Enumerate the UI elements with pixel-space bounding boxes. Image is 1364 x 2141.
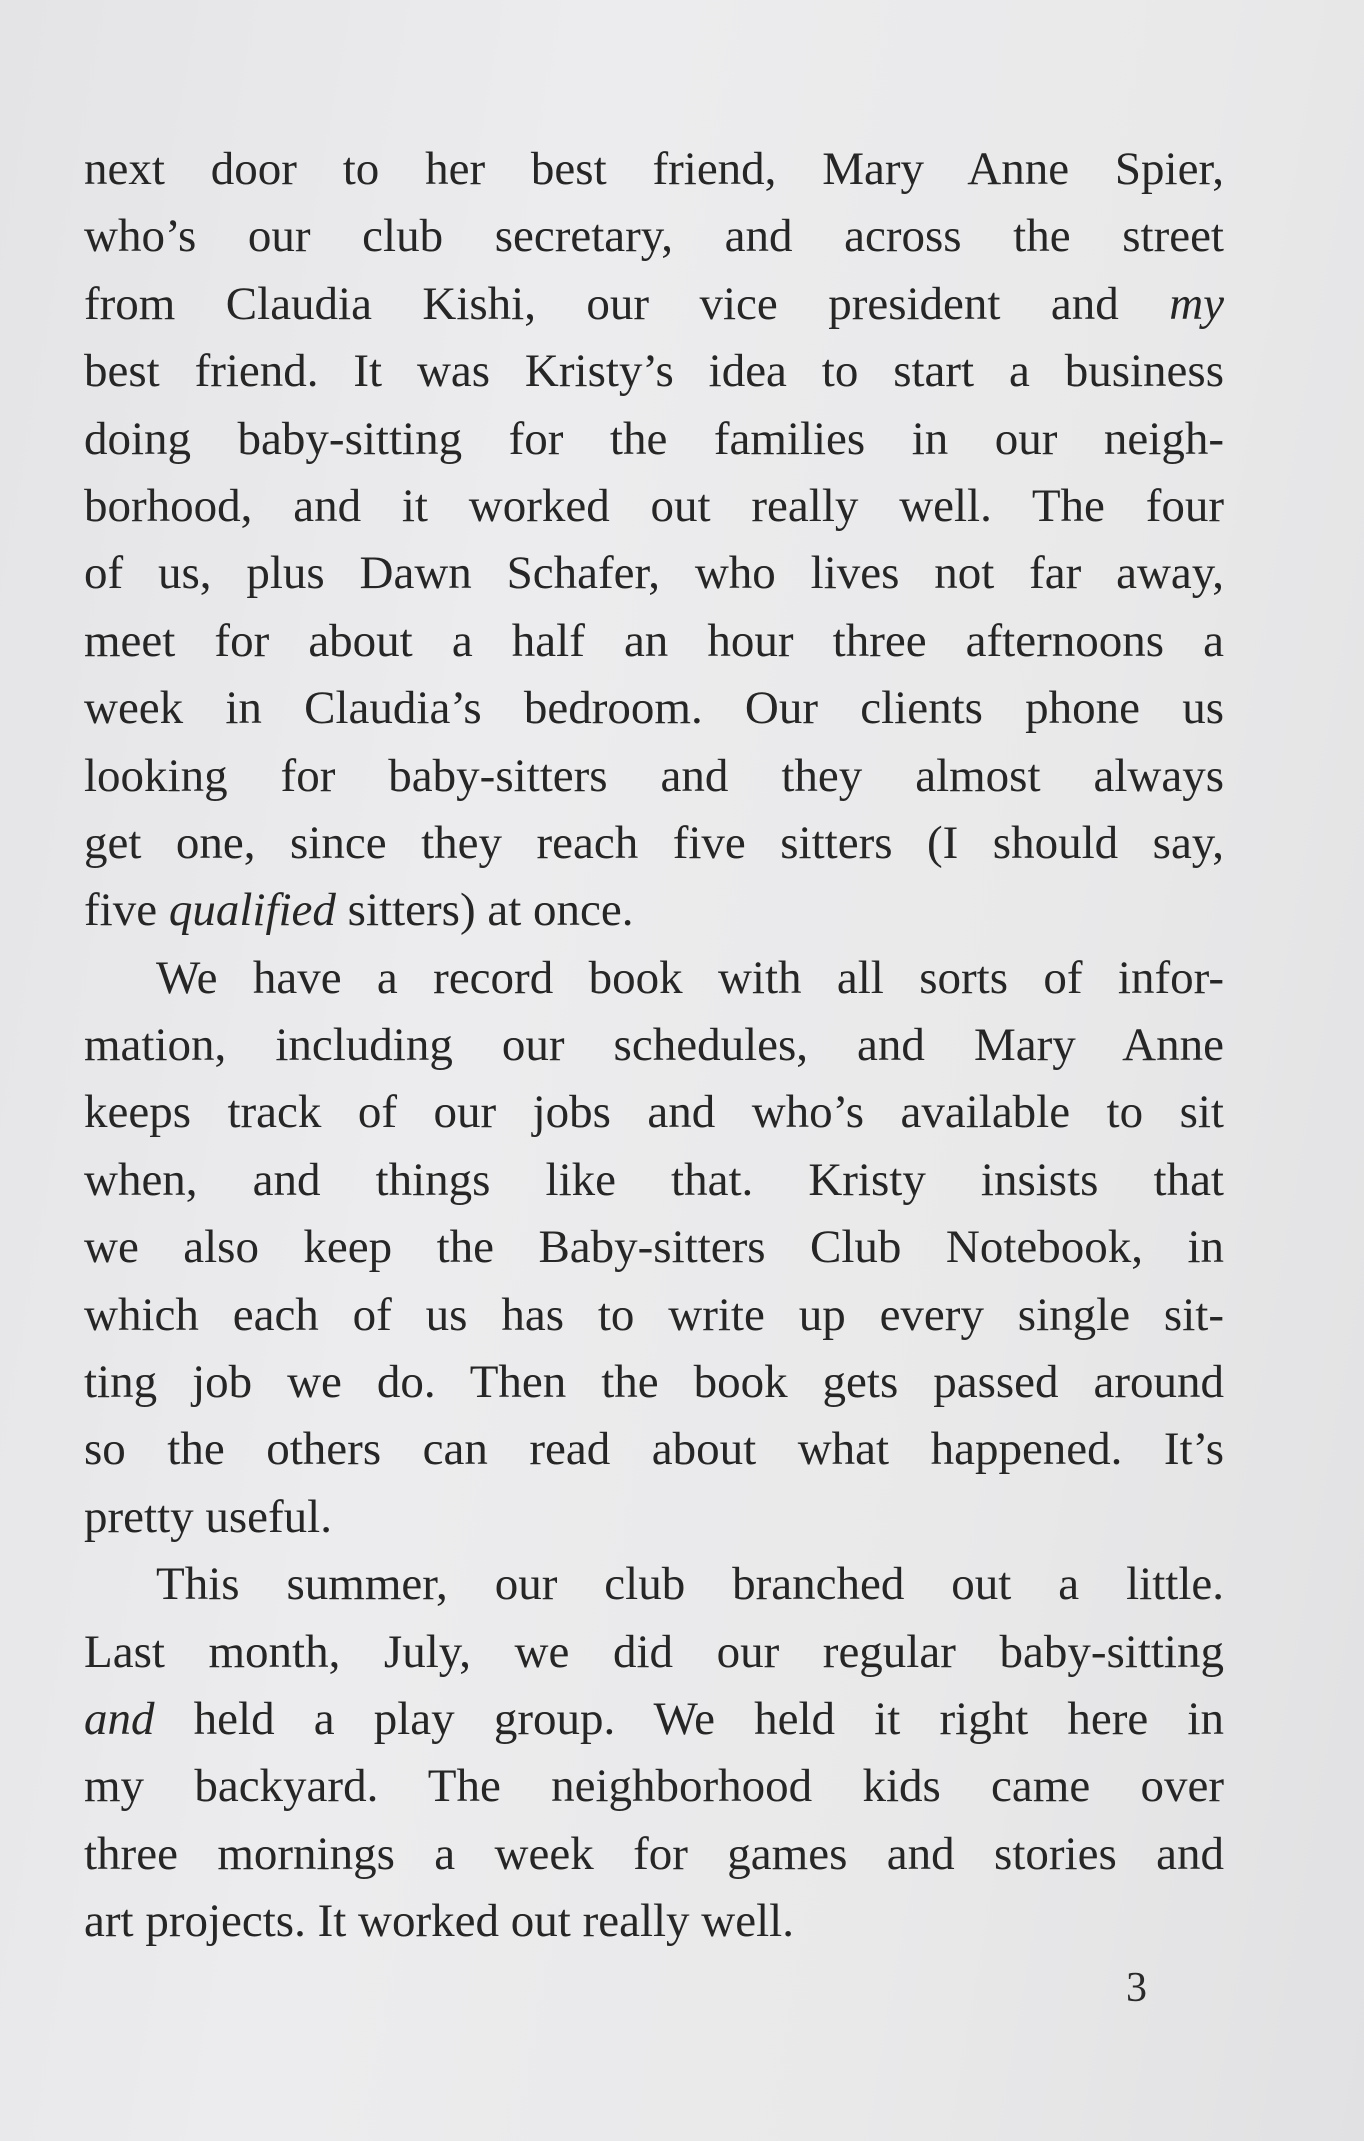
text-line <box>84 743 1224 810</box>
text-line <box>84 1079 1224 1146</box>
text-segment: meet for about a half an hour three afternoons a <box>84 614 1224 667</box>
text-segment: best friend. It was Kristy’s idea to start a business <box>84 345 1224 398</box>
text-segment: ting job we do. Then the book gets passed around <box>84 1356 1224 1409</box>
text-line <box>84 203 1224 270</box>
text-line <box>84 877 1224 944</box>
paragraph <box>84 136 1224 945</box>
text-segment: art projects. It worked out really well. <box>84 1895 794 1948</box>
text-line <box>84 608 1224 675</box>
text-line <box>84 406 1224 473</box>
text-segment: This summer, our club branched out a little. <box>156 1558 1224 1611</box>
text-line <box>84 1888 1224 1955</box>
text-segment: five <box>84 884 169 937</box>
paragraph <box>84 1551 1224 1955</box>
text-line <box>84 945 1224 1012</box>
text-line <box>84 1214 1224 1281</box>
text-line <box>84 675 1224 742</box>
text-segment: week in Claudia’s bedroom. Our clients phone us <box>84 682 1224 735</box>
text-segment: borhood, and it worked out really well. The four <box>84 479 1224 532</box>
text-line <box>84 338 1224 405</box>
text-segment: doing baby-sitting for the families in our neigh- <box>84 412 1224 465</box>
text-segment: We have a record book with all sorts of infor- <box>156 951 1224 1004</box>
italic-text: my <box>1169 277 1224 330</box>
text-line <box>84 1551 1224 1618</box>
text-line <box>84 1147 1224 1214</box>
text-line <box>84 136 1224 203</box>
text-segment: when, and things like that. Kristy insists that <box>84 1153 1224 1206</box>
body-text <box>84 136 1224 1956</box>
text-segment: so the others can read about what happened. It’s <box>84 1423 1224 1476</box>
text-line <box>84 1349 1224 1416</box>
text-line <box>84 810 1224 877</box>
text-line <box>84 1686 1224 1753</box>
text-line <box>84 1619 1224 1686</box>
text-segment: which each of us has to write up every single sit- <box>84 1288 1224 1341</box>
italic-text: qualified <box>168 884 336 937</box>
text-segment: held a play group. We held it right here in <box>154 1692 1224 1745</box>
text-segment: sitters) at once. <box>335 884 634 937</box>
text-segment: three mornings a week for games and stories and <box>84 1827 1224 1880</box>
text-segment: Last month, July, we did our regular baby-sitting <box>84 1625 1224 1678</box>
text-segment: get one, since they reach five sitters (I should say, <box>84 816 1224 869</box>
text-line <box>84 1484 1224 1551</box>
italic-text: and <box>84 1692 155 1745</box>
text-segment: next door to her best friend, Mary Anne Spier, <box>84 143 1224 195</box>
text-segment: mation, including our schedules, and Mary Anne <box>84 1019 1224 1072</box>
text-segment: from Claudia Kishi, our vice president and <box>84 277 1170 330</box>
text-segment: who’s our club secretary, and across the street <box>84 210 1224 263</box>
paragraph <box>84 945 1224 1552</box>
text-segment: we also keep the Baby-sitters Club Notebook, in <box>84 1221 1224 1274</box>
text-segment: looking for baby-sitters and they almost always <box>84 749 1224 802</box>
text-line <box>84 1416 1224 1483</box>
text-segment: of us, plus Dawn Schafer, who lives not far away, <box>84 547 1224 600</box>
text-line <box>84 1753 1224 1820</box>
page-number: 3 <box>1126 1965 1147 2011</box>
text-segment: my backyard. The neighborhood kids came over <box>84 1760 1224 1813</box>
text-line <box>84 1282 1224 1349</box>
text-line <box>84 1012 1224 1079</box>
text-segment: keeps track of our jobs and who’s available to sit <box>84 1086 1224 1139</box>
text-segment: pretty useful. <box>84 1490 332 1543</box>
text-line <box>84 473 1224 540</box>
text-line <box>84 1821 1224 1888</box>
text-line <box>84 540 1224 607</box>
text-line <box>84 271 1224 338</box>
